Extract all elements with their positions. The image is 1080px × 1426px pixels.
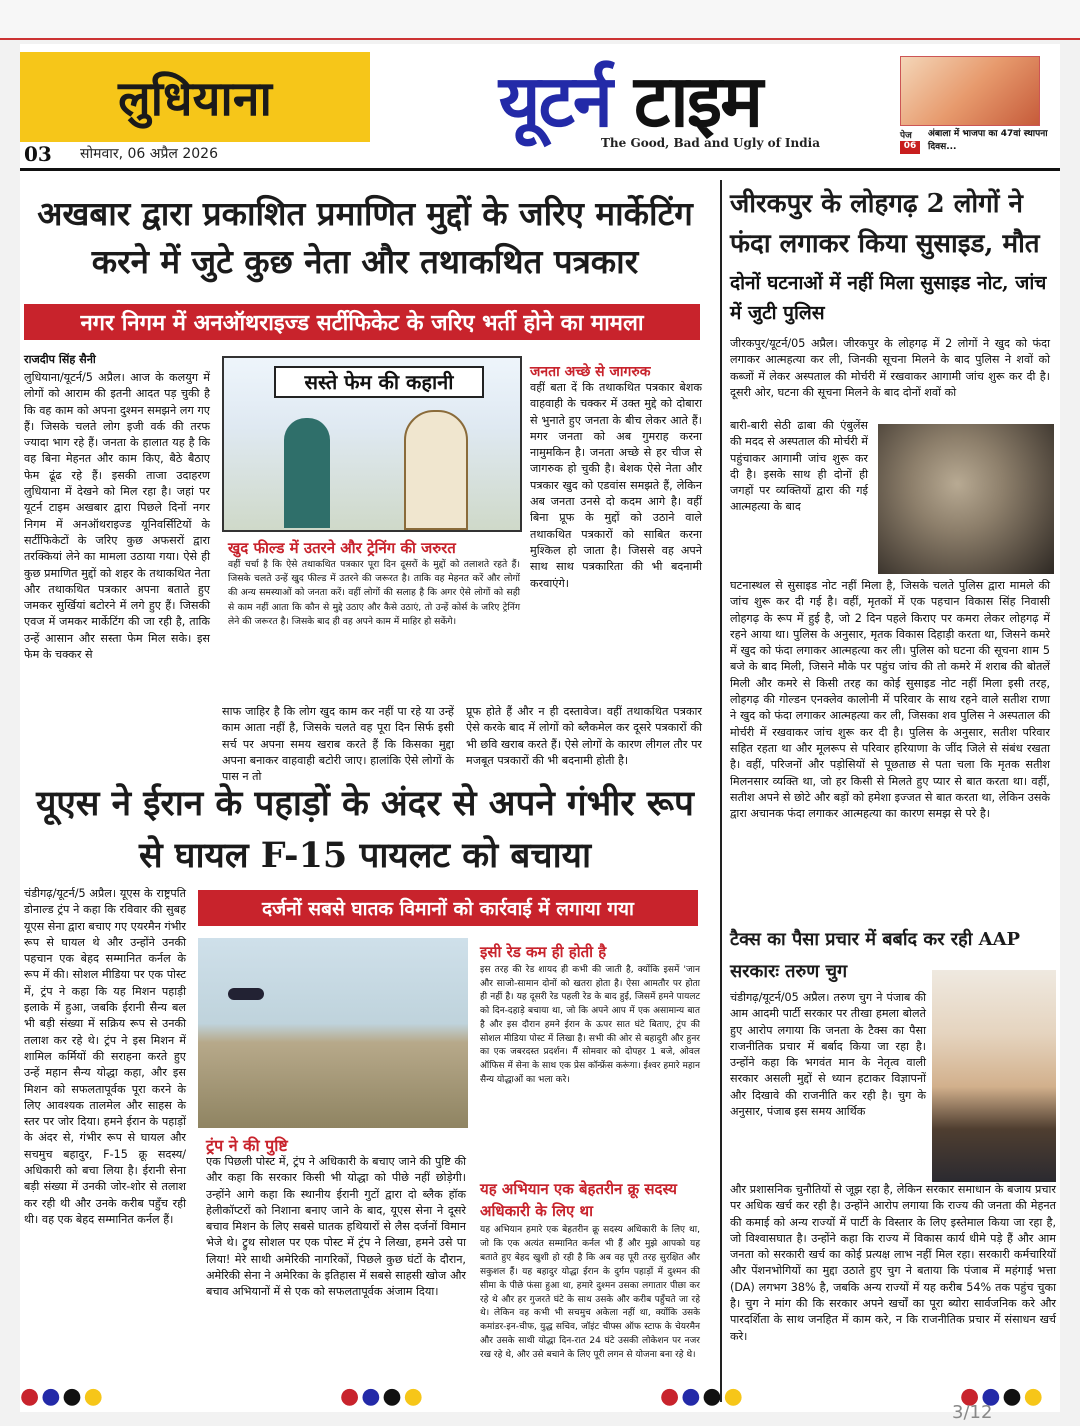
story3-col-rest: घटनास्थल से सुसाइड नोट नहीं मिला है, जिसके चलते पुलिस द्वारा मामले की जांच शुरू कर दी गई है। वहीं, मृतकों में एक पहचान विकास सिंह निवासी लोहगढ़ के रूप में हुई है, जो 2 दिन पहले किराए पर कमरा लेकर लोहगढ़ में रहने आया था। पुलिस के अनुसार, मृतक विकास दिहाड़ी करता था, जिसने कमरे में खुद को फंदा लगाकर आत्महत्या कर ली। पुलिस को घटना की सूचना शाम 5 बजे के बाद मिली, जिसने मौके पर पहुंच जांच की तो कमरे में शराब की बोतलें मिली और कमरे से किसी तरह का कोई सुसाइड नोट नहीं मिला इसी तरह, लोहगढ़ की गोल्डन एनक्लेव कालोनी में परिवार के साथ रहने वाले सतीश राणा ने खुद को फंदा लगाकर आत्महत्या कर ली, जिसका शव पुलिस ने अस्पताल की मोर्चरी में रखवाकर जांच शुरू कर दी है। पुलिस के अनुसार, सतीश परिवार सहित रहता था और मूलरूप से परिवार हरियाणा के जींद जिले से संबंध रखता है। वहीं, परिजनों और पड़ोसियों से पूछताछ से पता चला कि मृतक सतीश मिलनसार व्यक्ति था, जो हर किसी से मिलते हुए प्यार से बात करता था। वहीं, सतीश अपने से छोटे और बड़ों को हमेशा इज्जत से बात करता था, लेकिन उसके द्वारा अचानक फंदा लगाकर आत्महत्या का कारण समझ से परे है। — [730, 579, 1050, 821]
newspaper-page — [20, 44, 1060, 1412]
promo-page-label: पेज — [900, 131, 912, 141]
cartoon-illustration — [222, 356, 522, 532]
tarun-chugh-portrait — [932, 970, 1056, 1182]
story2-col2: एक पिछली पोस्ट में, ट्रंप ने अधिकारी के बचाए जाने की पुष्टि की और कहा कि सरकार किसी भी योद्धा को पीछे नहीं छोड़ेगी। उन्होंने आगे कहा कि स्थानीय ईरानी गुटों द्वारा दो ब्लैक हॉक हेलीकॉप्टरों को निशाना बनाए जाने के बाद, यूएस सेना ने दूसरे बचाव मिशन के लिए सबसे घातक हथियारों से लैस दर्जनों विमान भेजे थे। ट्रुथ सोशल पर एक पोस्ट में ट्रंप ने लिखा, हमने उसे पा लिया! मेरे साथी अमेरिकी नागरिकों, पिछले कुछ घंटों के दौरान, अमेरिकी सेना ने अमेरिका के इतिहास में सबसे साहसी खोज और बचाव अभियानों में से एक को सफलतापूर्वक अंजाम दिया। — [206, 1155, 466, 1299]
helicopter-photo — [198, 938, 468, 1128]
story4-headline: टैक्स का पैसा प्रचार में बर्बाद कर रही AAP सरकारः तरुण चुग — [730, 929, 1021, 982]
story2-col3: इस तरह की रेड शायद ही कभी की जाती है, क्योंकि इसमें 'जान और साजो-सामान दोनों को खतरा होता है। ऐसा आमतौर पर होता ही नहीं है। यह दूसरी रेड पहली रेड के बाद हुई, जिसमें हमने पायलट को दिन-दहाड़े बचाया था, जो कि अपने आप में एक असामान्य बात है और इस दौरान हमने ईरान के ऊपर सात घंटे बिताए, ट्रंप की सोशल मीडिया पोस्ट में लिखा है। सभी की ओर से बहादुरी और हुनर का एक जबरदस्त प्रदर्शन। मैं सोमवार को दोपहर 1 बजे, ओवल ऑफिस में सेना के साथ एक प्रेस कॉन्फ्रेंस करूंगा। ईश्वर हमारे महान सैन्य योद्धाओं का भला करे। — [480, 965, 700, 1085]
footer-dots-left: ●●●● — [20, 1384, 105, 1409]
helicopter-shape — [228, 988, 264, 1000]
column-divider — [720, 180, 722, 1402]
masthead-city: लुधियाना — [118, 70, 272, 127]
story3-col-top: जीरकपुर/यूटर्न/05 अप्रैल। जीरकपुर के लोहगढ़ में 2 लोगों ने खुद को फंदा लगाकर आत्महत्या कर ली, जिनकी सूचना मिलने के बाद पुलिस ने शवों को कब्जों में लेकर अस्पताल की मोर्चरी में रखवाकर आगामी जांच शुरू कर दी है। दूसरी ओर, घटना की सूचना मिलने के बाद दोनों शवों को — [730, 337, 1050, 399]
story1-col2: वहीं चर्चा है कि ऐसे तथाकथित पत्रकार पूरा दिन दूसरों के मुद्दों को तलाशते रहते हैं। जिसके चलते उन्हें खुद फील्ड में उतरने की जरूरत है। ताकि वह मेहनत करें और लोगों की अन्य समस्याओं को जनता करें। वहीं लोगों की सलाह है कि अगर ऐसे लोगों को सही से काम नहीं आता कि कौन से मुद्दे उठाए और कैसे उठाएं, तो उन्हें कोर्स के जरिए ट्रेनिंग लेने की जरूरत है। जिसके बाद ही वह अपने काम में माहिर हो सकेंगे। — [228, 559, 520, 627]
story1-col3: वहीं बता दें कि तथाकथित पत्रकार बेशक वाहवाही के चक्कर में उक्त मुद्दे को दोबारा से भुनाते हुए जनता के बीच लेकर आते हैं। मगर जनता को अब गुमराह करना नामुमकिन है। जनता अच्छे से हर चीज से जागरुक हो चुकी है। बेशक ऐसे नेता और पत्रकार खुद को एडवांस समझते हैं, लेकिन अब जनता उनसे दो कदम आगे है। वहीं बिना प्रूफ के मुद्दों को उठाने वाले तथाकथित पत्रकारों को साबित करना मुश्किल हो जाता है। जिससे वह अपने साथ साथ पत्रकारिता की भी बदनामी करवाएंगे। — [530, 381, 702, 590]
story1-byline: राजदीप सिंह सैनी — [24, 353, 96, 366]
dateline: सोमवार, 06 अप्रैल 2026 — [80, 146, 218, 162]
cartoon-leader — [404, 410, 468, 530]
story4-col-rest: और प्रशासनिक चुनौतियों से जूझ रहा है, लेकिन सरकार समाधान के बजाय प्रचार पर अधिक खर्च कर रही है। उन्होंने आरोप लगाया कि राज्य की जनता की मेहनत की कमाई को अन्य राज्यों में पार्टी के विस्तार के लिए इस्तेमाल किया जा रहा है, जो विश्वासघात है। उन्होंने कहा कि राज्य में विकास कार्य धीमे पड़े हैं और आम जनता को सरकारी खर्च का कोई प्रत्यक्ष लाभ नहीं मिल रहा। सरकारी कर्मचारियों और पेंशनभोगियों का मुद्दा उठाते हुए चुग ने बताया कि पंजाब में महंगाई भत्ता (DA) लगभग 38% है, जबकि अन्य राज्यों में यह करीब 54% तक पहुंच चुका है। चुग ने मांग की कि सरकार अपने खर्चों का पूरा ब्योरा सार्वजनिक करे और पारदर्शिता के साथ जनहित में काम करे, न कि राजनीतिक प्रचार में संसाधन खर्च करे। — [730, 1183, 1056, 1343]
story1-col5: प्रूफ होते हैं और न ही दस्तावेज। वहीं तथाकथित पत्रकार ऐसे करके बाद में लोगों को ब्लैकमेल कर दूसरे पत्रकारों की भी छवि खराब करते हैं। ऐसे लोगों के कारण लीगल तौर पर मजबूत पत्रकारों की भी बदनामी होती है। — [466, 705, 702, 767]
promo-text[interactable]: अंबाला में भाजपा का 47वां स्थापना दिवस... — [928, 129, 1048, 152]
brand-part-1: यूटर्न — [498, 58, 611, 143]
story1-headline: अखबार द्वारा प्रकाशित प्रमाणित मुद्दों के जरिए मार्केटिंग करने में जुटे कुछ नेता और तथाकथित पत्रकार — [37, 194, 693, 281]
story2-headline: यूएस ने ईरान के पहाड़ों के अंदर से अपने गंभीर रूप से घायल F-15 पायलट को बचाया — [36, 783, 694, 876]
masthead-rule — [20, 168, 1060, 171]
noose-photo — [878, 424, 1054, 574]
masthead-tagline: The Good, Bad and Ugly of India — [601, 136, 820, 150]
story2-subhead3: इसी रेड कम ही होती है — [480, 943, 607, 961]
footer-dots-mid: ●●●● — [340, 1384, 425, 1409]
story2-subhead4: यह अभियान एक बेहतरीन क्रू सदस्य अधिकारी के लिए था — [480, 1180, 677, 1220]
cartoon-reporter — [284, 418, 330, 528]
story1-red-strap: नगर निगम में अनऑथराइज्ड सर्टीफिकेट के जरिए भर्ती होने का मामला — [24, 304, 700, 340]
page-number: 03 — [24, 142, 52, 166]
story3-headline: जीरकपुर के लोहगढ़ 2 लोगों ने फंदा लगाकर किया सुसाइड, मौत — [730, 189, 1040, 259]
story2-col1: चंडीगढ़/यूटर्न/5 अप्रैल। यूएस के राष्ट्रपति डोनाल्ड ट्रंप ने कहा कि रविवार की सुबह यूएस सेना द्वारा बचाए गए एयरमैन गंभीर रूप से घायल थे और उन्होंने उनकी पहचान एक बेहद सम्मानित कर्नल के रूप में की। सोशल मीडिया पर एक पोस्ट में, ट्रंप ने कहा कि यह मिशन पहाड़ी इलाके में हुआ, जबकि ईरानी सैन्य बल भी बड़ी संख्या में सक्रिय रूप से उनकी तलाश कर रहे थे। ट्रंप ने इस मिशन में शामिल कर्मियों की सराहना करते हुए उन्हें महान सैन्य योद्धा कहा, और इस मिशन को सफलतापूर्वक पूरा करने के लिए आवश्यक तालमेल और साहस के स्तर पर जोर दिया। हमने ईरान के पहाड़ों के अंदर से, गंभीर रूप से घायल और सचमुच बहादुर, F-15 क्रू सदस्य/अधिकारी को बचा लिया है। ईरानी सेना बड़ी संख्या में उनकी जोर-शोर से तलाश कर रही थी और उनके करीब पहुँच रही थी। वह एक बेहद सम्मानित कर्नल हैं। — [24, 887, 186, 1226]
story3-col-side: बारी-बारी सेठी ढाबा की एंबुलेंस की मदद से अस्पताल की मोर्चरी में पहुंचाकर आगामी जांच शुरू कर दी है। इसके साथ ही दोनों ही जगहों पर व्यक्तियों द्वारा की गई आत्महत्या के बाद — [730, 419, 868, 514]
story3-subheadline: दोनों घटनाओं में नहीं मिला सुसाइड नोट, जांच में जुटी पुलिस — [730, 272, 1047, 324]
story1-col4: साफ जाहिर है कि लोग खुद काम कर नहीं पा रहे या उन्हें काम आता नहीं है, जिसके चलते वह पूरा दिन सिर्फ इसी सर्च पर अपना समय खराब करते हैं कि किसका मुद्दा अपना बनाकर वाहवाही बटोरी जाए। हालांकि ऐसे लोगों के पास न तो — [222, 705, 454, 784]
page-counter: 3/12 — [952, 1402, 993, 1423]
story2-subhead2: ट्रंप ने की पुष्टि — [206, 1136, 288, 1155]
promo-photo[interactable] — [900, 56, 1040, 126]
story2-red-strap: दर्जनों सबसे घातक विमानों को कार्रवाई में लगाया गया — [198, 890, 698, 926]
story1-subhead3: जनता अच्छे से जागरुक — [530, 364, 651, 380]
viewer-top-bar — [0, 0, 1080, 40]
footer-dots-mid2: ●●●● — [660, 1384, 745, 1409]
footer-dots-right: ●●●● — [960, 1384, 1045, 1409]
story2-col4: यह अभियान हमारे एक बेहतरीन क्रू सदस्य अधिकारी के लिए था, जो कि एक अत्यंत सम्मानित कर्नल भी हैं और मुझे आपको यह बताते हुए बेहद खुशी हो रही है कि अब वह पूरी तरह सुरक्षित और सकुशल हैं। यह बहादुर योद्धा ईरान के दुर्गम पहाड़ों में दुश्मन की सीमा के पीछे फंसा हुआ था, हमारे दुश्मन उसका लगातार पीछा कर रहे थे और हर गुजरते घंटे के साथ उसके और करीब पहुँचते जा रहे थे। लेकिन वह कभी भी सचमुच अकेला नहीं था, क्योंकि उसके कमांडर-इन-चीफ, युद्ध सचिव, जॉइंट चीफ्स ऑफ स्टाफ के चेयरमैन और उसके साथी योद्धा दिन-रात 24 घंटे उसकी लोकेशन पर नजर रख रहे थे, और उसे बचाने के लिए पूरी लगन से योजना बना रहे थे। — [480, 1225, 700, 1361]
cartoon-title: सस्ते फेम की कहानी — [274, 366, 484, 398]
promo-page-number: 06 — [900, 141, 920, 154]
brand-part-2: टाइम — [633, 58, 762, 143]
story1-subhead2: खुद फील्ड में उतरने और ट्रेनिंग की जरुरत — [228, 539, 456, 557]
story1-col1: लुधियाना/यूटर्न/5 अप्रैल। आज के कलयुग में लोगों को आराम की इतनी आदत पड़ चुकी है कि वह काम को अपना दुश्मन समझने लग गए हैं। जिसके चलते लोग इजी वर्क की तरफ ज्यादा भाग रहे हैं। जनता के हालात यह है कि वह बिना मेहनत और काम किए, बैठे बैठाए फेम ढूंढ रहे हैं। इसकी ताजा उदाहरण लुधियाना में देखने को मिल रहा है। जहां पर यूटर्न टाइम अखबार द्वारा पिछले दिनों नगर निगम में अनऑथराइज्ड यूनिवर्सिटियों के सर्टीफिकेटों के जरिए कुछ अफसरों द्वारा तरक्कियां लेने का मामला उठाया गया। ऐसे ही कुछ प्रमाणित मुद्दों को शहर के तथाकथित नेता और तथाकथित पत्रकार अपना बताते हुए जमकर सुर्खियां बटोरने में लगे हुए हैं। जिसकी एवज में जमकर मार्केटिंग की जा रही है, ताकि उन्हें आसान और सस्ता फेम मिल सके। इस फेम के चक्कर से — [24, 371, 210, 662]
story4-col-side: चंडीगढ़/यूटर्न/05 अप्रैल। तरुण चुग ने पंजाब की आम आदमी पार्टी सरकार पर तीखा हमला बोलते हुए आरोप लगाया कि जनता के टैक्स का पैसा राजनीतिक प्रचार में बर्बाद किया जा रहा है। उन्होंने कहा कि भगवंत मान के नेतृत्व वाली सरकार असली मुद्दों से ध्यान हटाकर विज्ञापनों और दिखावे की राजनीति कर रही है। चुग के अनुसार, पंजाब इस समय आर्थिक — [730, 991, 926, 1119]
